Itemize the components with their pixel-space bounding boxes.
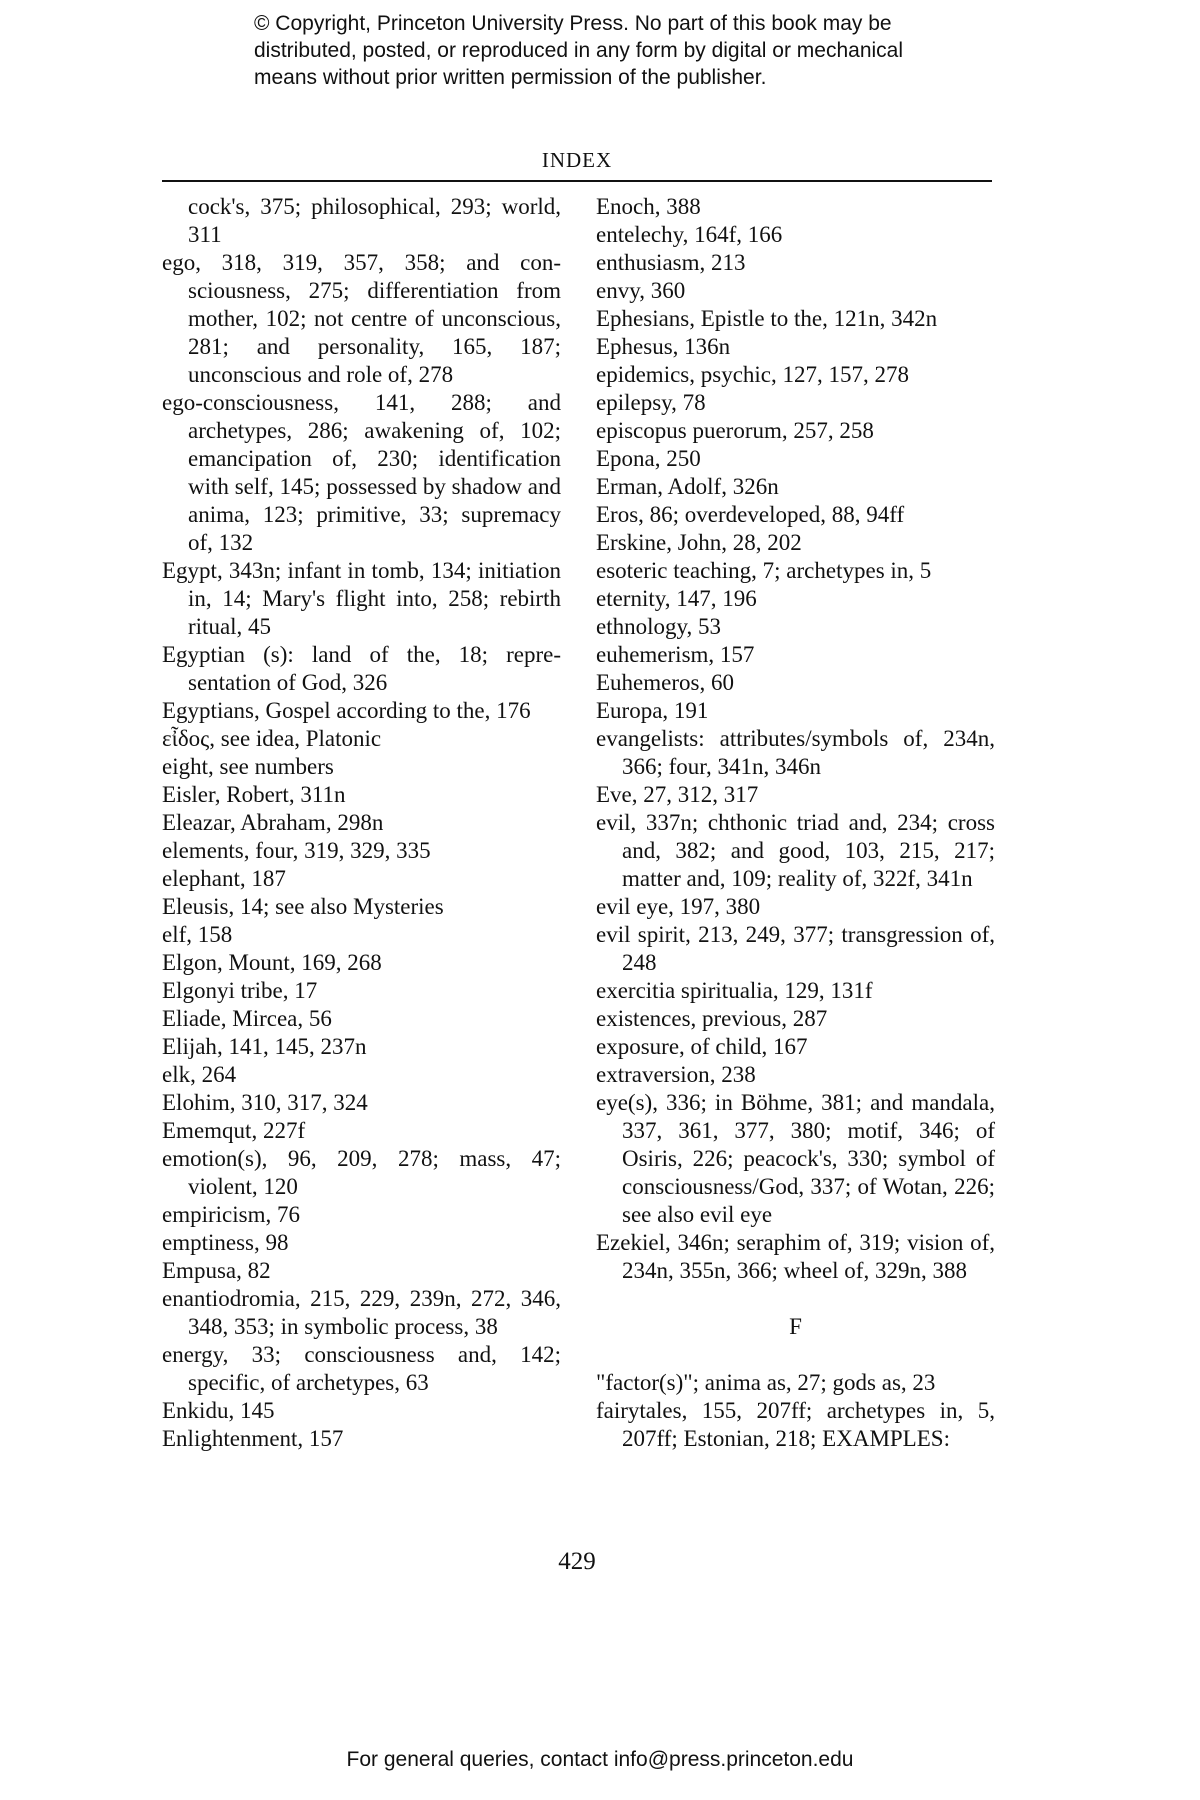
- entry-references: , 215, 229, 239n, 272, 346, 348, 353; in symbolic process, 38: [188, 1286, 561, 1339]
- entry-heading: Ezekiel: [596, 1230, 665, 1255]
- entry-references: , 33; consciousness and, 142; specific, of archetypes, 63: [188, 1342, 561, 1395]
- entry-heading: elephant: [162, 866, 240, 891]
- entry-heading: eight: [162, 754, 208, 779]
- entry-references: , 318, 319, 357, 358; and consciousness, 275; differentiation from mother, 102; not centre of unconscious, 281; and personality, 165, 187; unconscious and role of, 278: [188, 250, 561, 387]
- index-entry: [596, 361, 995, 389]
- entry-heading: Ememqut: [162, 1118, 252, 1143]
- index-entry: [162, 949, 561, 977]
- entry-heading: Eleusis: [162, 894, 229, 919]
- entry-references: , see idea, Platonic: [209, 726, 382, 751]
- entry-heading: Eve: [596, 782, 632, 807]
- entry-references: , 311n: [288, 782, 346, 807]
- entry-heading: evil spirit: [596, 922, 686, 947]
- entry-references: , 98: [254, 1230, 289, 1255]
- entry-references: , 346n; seraphim of, 319; vision of, 234n, 355n, 366; wheel of, 329n, 388: [622, 1230, 995, 1283]
- entry-heading: elf: [162, 922, 187, 947]
- entry-references: , 176: [484, 698, 531, 723]
- index-column-left: [162, 193, 561, 1453]
- index-entry: [596, 557, 995, 585]
- index-entry: [162, 1089, 561, 1117]
- entry-heading: Europa: [596, 698, 663, 723]
- entry-heading: Eros: [596, 502, 639, 527]
- entry-references: , 336; in Böhme, 381; and mandala, 337, 361, 377, 380; motif, 346; of Osiris, 226; peacock's, 330; symbol of consciousness/God, 337; of Wotan, 226; see also evil eye: [622, 1090, 995, 1227]
- section-letter: F: [789, 1314, 802, 1339]
- index-entry: [162, 557, 561, 641]
- index-entry: [596, 669, 995, 697]
- entry-heading: evil: [596, 810, 631, 835]
- index-entry: [162, 1061, 561, 1089]
- index-entry: [596, 697, 995, 725]
- entry-references: , 121n, 342n: [822, 306, 938, 331]
- index-entry: [162, 753, 561, 781]
- entry-references: , 53: [686, 614, 721, 639]
- entry-heading: Enoch: [596, 194, 655, 219]
- entry-references: , 141, 288; and archetypes, 286; awakening of, 102; emancipation of, 230; identification with self, 145; possessed by shadow and anima, 123; primitive, 33; supremacy of, 132: [188, 390, 561, 555]
- entry-heading: euhemerism: [596, 642, 709, 667]
- entry-references: , 17: [282, 978, 318, 1003]
- index-entry: [162, 1033, 561, 1061]
- index-entry: [596, 445, 995, 473]
- page-number: 429: [558, 1548, 596, 1575]
- index-entry: [596, 193, 995, 221]
- entry-heading: fairytales: [596, 1398, 682, 1423]
- entry-references: , 257, 258: [781, 418, 874, 443]
- entry-heading: epilepsy: [596, 390, 672, 415]
- entry-heading: Epona: [596, 446, 655, 471]
- entry-heading: Elohim: [162, 1090, 230, 1115]
- entry-references: , see numbers: [208, 754, 334, 779]
- entry-heading: Egyptians, Gospel according to the: [162, 698, 485, 723]
- entry-heading: extraversion: [596, 1062, 710, 1087]
- header-rule: [162, 180, 992, 182]
- index-entry: [596, 585, 995, 613]
- entry-references: , 167: [761, 1034, 808, 1059]
- entry-heading: existences, previous: [596, 1006, 782, 1031]
- copyright-notice: [254, 10, 1014, 91]
- entry-references: ; anima as, 27; gods as, 23: [692, 1370, 936, 1395]
- entry-heading: εἶδος: [162, 726, 210, 751]
- entry-heading: enthusiasm: [596, 250, 700, 275]
- entry-references: , 155, 207ff; archetypes in, 5, 207ff; Estonian, 218; EXAMPLES:: [622, 1398, 995, 1451]
- entry-references: , 60: [699, 670, 734, 695]
- index-entry: [596, 1229, 995, 1285]
- index-entry: [162, 837, 561, 865]
- entry-references: , 157: [297, 1426, 344, 1451]
- index-entry: [596, 305, 995, 333]
- index-entry: [596, 473, 995, 501]
- index-entry: [162, 1145, 561, 1201]
- entry-heading: epidemics, psychic: [596, 362, 772, 387]
- entry-heading: ego: [162, 250, 196, 275]
- entry-references: , 319, 329, 335: [292, 838, 431, 863]
- entry-references: , 129, 131f: [772, 978, 873, 1003]
- index-entry: [596, 1397, 995, 1453]
- index-entry: [596, 249, 995, 277]
- entry-heading: enantiodromia: [162, 1286, 295, 1311]
- index-entry: [596, 529, 995, 557]
- entry-references: , 56: [297, 1006, 332, 1031]
- entry-references: , 14; see also Mysteries: [228, 894, 444, 919]
- entry-heading: Empusa: [162, 1258, 237, 1283]
- entry-references: , 197, 380: [668, 894, 761, 919]
- entry-references: , 326n: [721, 474, 779, 499]
- index-entry: [596, 781, 995, 809]
- entry-references: , 145: [228, 1398, 275, 1423]
- entry-heading: evil eye: [596, 894, 669, 919]
- index-entry: [596, 1369, 995, 1397]
- entry-references: , 27, 312, 317: [631, 782, 759, 807]
- index-entry: [162, 893, 561, 921]
- entry-references: , 264: [190, 1062, 237, 1087]
- copyright-line: means without prior written permission of the publisher.: [254, 66, 767, 89]
- entry-references: , 141, 145, 237n: [216, 1034, 367, 1059]
- index-entry: [162, 249, 561, 389]
- entry-references: , 158: [186, 922, 233, 947]
- index-entry: [162, 1117, 561, 1145]
- index-entry: [162, 1201, 561, 1229]
- entry-heading: eternity: [596, 586, 665, 611]
- entry-references: , 7; archetypes in, 5: [751, 558, 932, 583]
- index-entry: [596, 417, 995, 445]
- index-entry: [596, 221, 995, 249]
- entry-references: , 287: [781, 1006, 828, 1031]
- entry-references: cock's, 375; philosophical, 293; world, 311: [188, 194, 561, 247]
- entry-heading: energy: [162, 1342, 223, 1367]
- entry-heading: Erman, Adolf: [596, 474, 722, 499]
- copyright-line: © Copyright, Princeton University Press. No part of this book may be: [254, 12, 892, 35]
- entry-references: , 147, 196: [664, 586, 757, 611]
- index-entry: [162, 1229, 561, 1257]
- entry-references: , 78: [671, 390, 706, 415]
- entry-heading: Erskine, John: [596, 530, 722, 555]
- entry-references: , 187: [239, 866, 286, 891]
- index-entry: [596, 893, 995, 921]
- index-entry: [162, 921, 561, 949]
- index-entry: [596, 1033, 995, 1061]
- entry-references: , 96, 209, 278; mass, 47; violent, 120: [188, 1146, 561, 1199]
- entry-references: , 298n: [325, 810, 384, 835]
- index-entry: [162, 1285, 561, 1341]
- index-entry: [162, 641, 561, 697]
- index-entry: [596, 277, 995, 305]
- index-entry: [162, 865, 561, 893]
- index-entry: [162, 1341, 561, 1397]
- entry-references: , 213: [699, 250, 746, 275]
- entry-heading: emptiness: [162, 1230, 254, 1255]
- index-entry: [596, 613, 995, 641]
- entry-heading: Elgonyi tribe: [162, 978, 283, 1003]
- entry-heading: Ephesians, Epistle to the: [596, 306, 823, 331]
- entry-heading: Eleazar, Abraham: [162, 810, 326, 835]
- index-entry: [162, 1257, 561, 1285]
- entry-heading: Ephesus: [596, 334, 673, 359]
- index-entry: [162, 389, 561, 557]
- entry-references: , 250: [654, 446, 701, 471]
- index-entry: [596, 333, 995, 361]
- entry-references: , 337n; chthonic triad and, 234; cross and, 382; and good, 103, 215, 217; matter and, 109; reality of, 322f, 341n: [622, 810, 995, 891]
- index-entry: [162, 725, 561, 753]
- index-entry: [162, 1397, 561, 1425]
- index-entry: [162, 1425, 561, 1453]
- entry-heading: emotion(s): [162, 1146, 262, 1171]
- index-entry: [162, 977, 561, 1005]
- index-entry: [596, 725, 995, 781]
- index-entry: [162, 193, 561, 249]
- index-entry: [596, 641, 995, 669]
- entry-references: , 343n; infant in tomb, 134; initiation in, 14; Mary's flight into, 258; rebirth ritual, 45: [188, 558, 561, 639]
- entry-heading: ethnology: [596, 614, 687, 639]
- entry-heading: ego-consciousness: [162, 390, 334, 415]
- entry-heading: elements, four: [162, 838, 293, 863]
- entry-heading: Elgon, Mount: [162, 950, 290, 975]
- entry-heading: episcopus puerorum: [596, 418, 782, 443]
- entry-references: , 360: [639, 278, 686, 303]
- entry-heading: esoteric teaching: [596, 558, 752, 583]
- entry-heading: Eisler, Robert: [162, 782, 289, 807]
- entry-references: , 86; overdeveloped, 88, 94ff: [638, 502, 905, 527]
- entry-heading: "factor(s)": [596, 1370, 693, 1395]
- entry-references: : attributes/symbols of, 234n, 366; four, 341n, 346n: [622, 726, 995, 779]
- entry-heading: eye(s): [596, 1090, 653, 1115]
- index-entry: [596, 977, 995, 1005]
- entry-heading: elk: [162, 1062, 191, 1087]
- index-column-right: [596, 193, 995, 1453]
- running-header: INDEX: [541, 148, 613, 172]
- entry-references: , 310, 317, 324: [229, 1090, 368, 1115]
- index-entry: [162, 809, 561, 837]
- entry-references: , 76: [265, 1202, 300, 1227]
- entry-heading: Enkidu: [162, 1398, 229, 1423]
- entry-heading: Egypt: [162, 558, 217, 583]
- index-entry: [162, 781, 561, 809]
- entry-heading: exercitia spiritualia: [596, 978, 773, 1003]
- entry-references: , 82: [236, 1258, 271, 1283]
- index-entry: [596, 921, 995, 977]
- copyright-line: distributed, posted, or reproduced in any form by digital or mechanical: [254, 39, 904, 62]
- index-entry: [596, 1005, 995, 1033]
- entry-references: , 127, 157, 278: [771, 362, 910, 387]
- index-entry: [596, 389, 995, 417]
- entry-references: , 227f: [251, 1118, 306, 1143]
- entry-references: : land of the, 18; representation of God, 326: [188, 642, 561, 695]
- entry-references: , 164f, 166: [682, 222, 783, 247]
- entry-heading: empiricism: [162, 1202, 266, 1227]
- entry-heading: Eliade, Mircea: [162, 1006, 298, 1031]
- index-entry: [596, 501, 995, 529]
- entry-heading: exposure, of child: [596, 1034, 762, 1059]
- entry-heading: evangelists: [596, 726, 699, 751]
- entry-heading: Egyptian (s): [162, 642, 288, 667]
- entry-heading: Elijah: [162, 1034, 217, 1059]
- index-entry: [162, 1005, 561, 1033]
- index-entry: [162, 697, 561, 725]
- entry-references: , 213, 249, 377; transgression of, 248: [622, 922, 995, 975]
- entry-references: , 28, 202: [721, 530, 802, 555]
- entry-references: , 191: [662, 698, 709, 723]
- footer-contact: For general queries, contact info@press.princeton.edu: [346, 1748, 854, 1771]
- entry-heading: entelechy: [596, 222, 683, 247]
- entry-references: , 238: [709, 1062, 756, 1087]
- entry-heading: Euhemeros: [596, 670, 700, 695]
- entry-references: , 169, 268: [289, 950, 382, 975]
- index-entry: [596, 809, 995, 893]
- index-entry: [596, 1089, 995, 1229]
- entry-heading: envy: [596, 278, 640, 303]
- index-entry: [596, 1061, 995, 1089]
- entry-references: , 136n: [672, 334, 731, 359]
- entry-heading: Enlightenment: [162, 1426, 298, 1451]
- entry-references: , 157: [708, 642, 755, 667]
- entry-references: , 388: [654, 194, 701, 219]
